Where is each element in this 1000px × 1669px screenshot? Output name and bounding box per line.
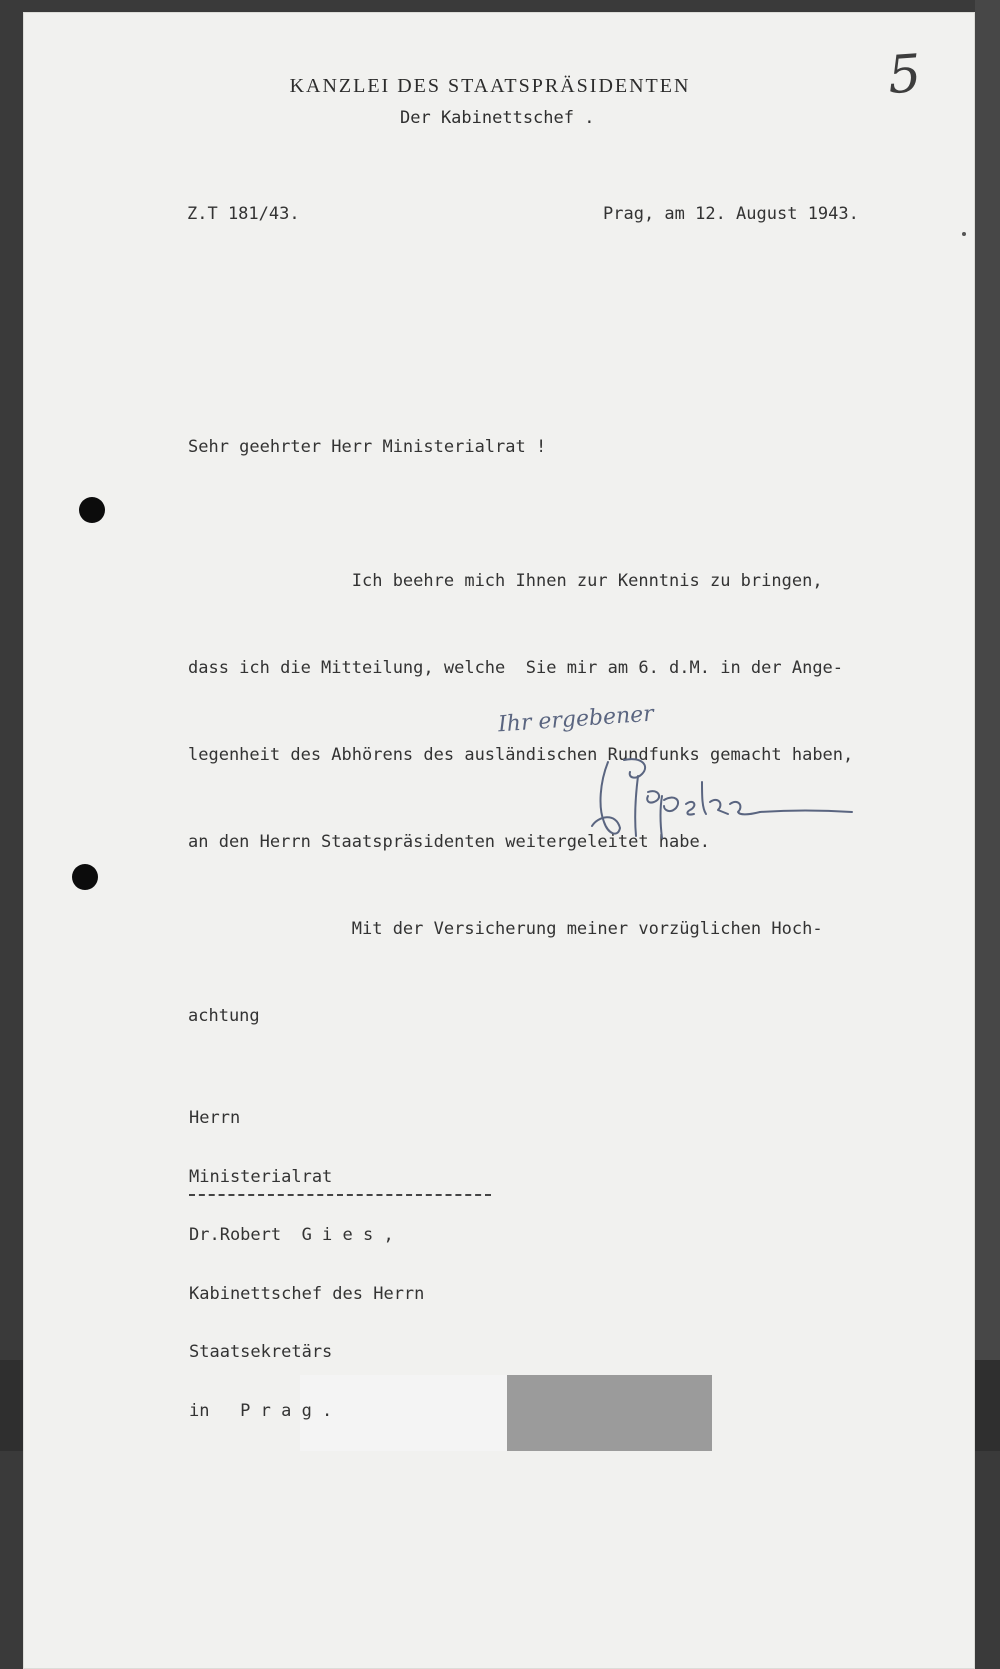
address-line: Herrn (189, 1108, 241, 1128)
body-line: Ich beehre mich Ihnen zur Kenntnis zu bringen, (188, 571, 823, 591)
scan-background-right (975, 0, 1000, 1451)
body-line: dass ich die Mitteilung, welche Sie mir am 6. d.M. in der Ange- (188, 658, 844, 678)
address-line: Kabinettschef des Herrn (189, 1283, 425, 1304)
punch-hole-top (79, 497, 105, 523)
calibration-gray-patch (507, 1375, 712, 1451)
address-line: in P r a g . (189, 1400, 333, 1421)
address-line: Staatsekretärs (189, 1342, 333, 1362)
address-line: Ministerialrat (189, 1166, 333, 1187)
reference-number: Z.T 181/43. (187, 204, 300, 224)
date-line: Prag, am 12. August 1943. (603, 204, 859, 224)
letterhead-subtitle: Der Kabinettschef . (400, 108, 595, 128)
handwritten-signature (590, 752, 860, 852)
handwritten-closing: Ihr ergebener (497, 701, 655, 738)
body-line: Mit der Versicherung meiner vorzüglichen Hoch- (188, 919, 823, 939)
archive-page-number: 5 (885, 43, 924, 107)
recipient-address (189, 1070, 424, 1441)
body-line: legenheit des Abhörens des ausländischen Rundfunks gemacht haben, (188, 745, 854, 765)
punch-hole-bottom (72, 864, 98, 890)
salutation: Sehr geehrter Herr Ministerialrat ! (188, 437, 547, 457)
address-underline (189, 1194, 491, 1196)
body-line: achtung (188, 1006, 260, 1026)
body-line: an den Herrn Staatspräsidenten weitergeleitet habe. (188, 832, 710, 852)
paper-speck (962, 232, 966, 236)
letterhead-title: KANZLEI DES STAATSPRÄSIDENTEN (289, 75, 691, 97)
address-line: Dr.Robert G i e s , (189, 1225, 394, 1245)
